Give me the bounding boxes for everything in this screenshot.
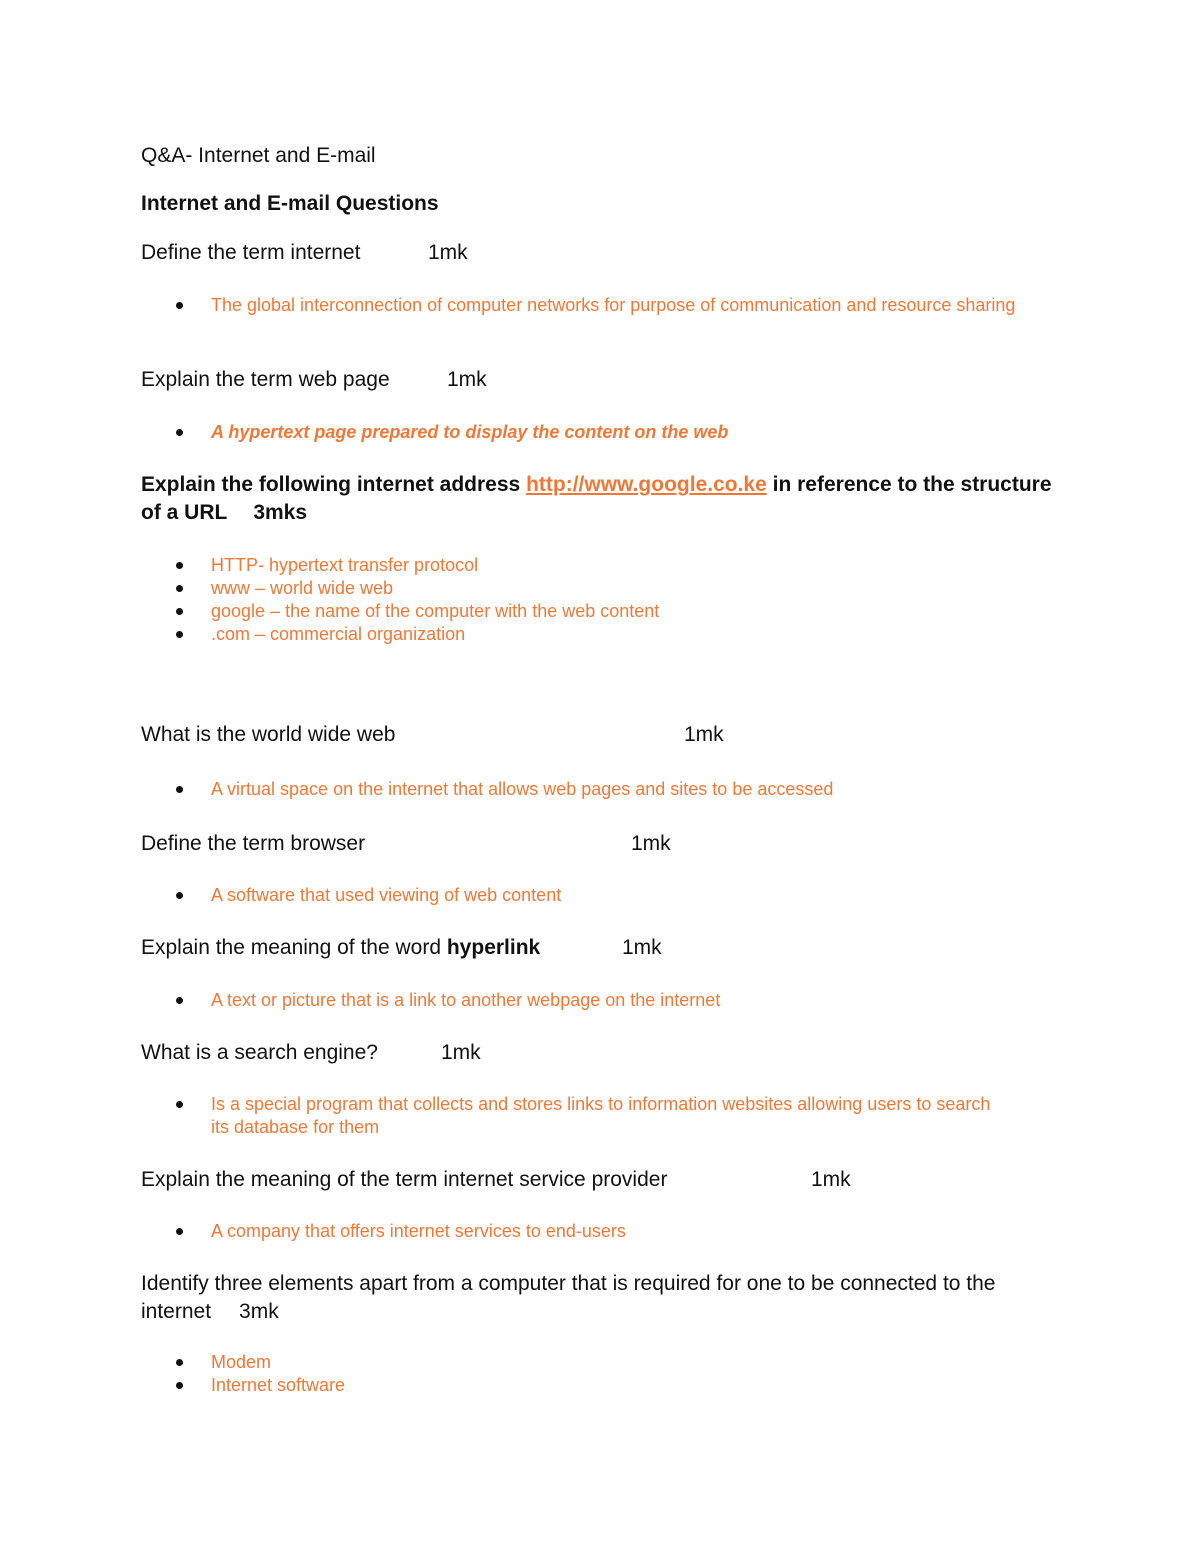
- marks-label: 3mk: [239, 1300, 279, 1323]
- answer-list-7: [211, 1093, 1011, 1139]
- question-text: What is the world wide web: [141, 723, 396, 746]
- question-text: Explain the following internet address: [141, 473, 527, 496]
- marks-label: 1mk: [428, 241, 468, 264]
- question-7: [141, 1039, 1061, 1067]
- answer-item: A text or picture that is a link to another webpage on the internet: [211, 989, 1051, 1012]
- answer-list-6: [211, 989, 1051, 1012]
- question-text: Explain the term web page: [141, 368, 390, 391]
- question-1: [141, 239, 1061, 267]
- answer-item: Is a special program that collects and stores links to information websites allowing users to search its database for them: [211, 1093, 1011, 1139]
- question-text: Define the term browser: [141, 832, 366, 855]
- question-text: Define the term internet: [141, 241, 361, 264]
- question-text-continued: in reference to the structure of a URL: [141, 473, 1052, 524]
- marks-label: 3mks: [253, 501, 308, 524]
- answer-item: A company that offers internet services to end-users: [211, 1220, 1051, 1243]
- url-link[interactable]: http://www.google.co.ke: [526, 473, 767, 496]
- answer-item: HTTP- hypertext transfer protocol: [211, 554, 1051, 577]
- answer-list-5: [211, 884, 1051, 907]
- answer-list-2: [211, 421, 1051, 444]
- question-9: [141, 1270, 1041, 1326]
- answer-item: google – the name of the computer with the web content: [211, 600, 1051, 623]
- answer-list-8: [211, 1220, 1051, 1243]
- answer-item: The global interconnection of computer networks for purpose of communication and resource sharing: [211, 294, 1051, 317]
- answer-list-3: [211, 554, 1051, 646]
- question-3: [141, 471, 1061, 527]
- answer-item: A virtual space on the internet that allows web pages and sites to be accessed: [211, 778, 1051, 801]
- question-text: Identify three elements apart from a computer that is required for one to be connected to the internet: [141, 1272, 996, 1323]
- section-heading: Internet and E-mail Questions: [141, 192, 439, 215]
- answer-list-1: [211, 294, 1051, 317]
- marks-label: 1mk: [441, 1041, 481, 1064]
- question-8: [141, 1166, 1061, 1194]
- marks-label: 1mk: [684, 723, 724, 746]
- question-text: What is a search engine?: [141, 1041, 378, 1064]
- answer-item: .com – commercial organization: [211, 623, 1051, 646]
- question-5: [141, 830, 1061, 858]
- answer-item: Internet software: [211, 1374, 1051, 1397]
- answer-item: A software that used viewing of web content: [211, 884, 1051, 907]
- answer-list-9: [211, 1351, 1051, 1397]
- question-bold-word: hyperlink: [446, 936, 541, 959]
- marks-label: 1mk: [622, 936, 662, 959]
- marks-label: 1mk: [447, 368, 487, 391]
- answer-list-4: [211, 778, 1051, 801]
- marks-label: 1mk: [631, 832, 671, 855]
- question-text: Explain the meaning of the word: [141, 936, 447, 959]
- answer-item: Modem: [211, 1351, 1051, 1374]
- marks-label: 1mk: [811, 1168, 851, 1191]
- question-4: [141, 721, 1061, 749]
- answer-item: www – world wide web: [211, 577, 1051, 600]
- document-title: Q&A- Internet and E-mail: [141, 144, 376, 167]
- answer-item: A hypertext page prepared to display the content on the web: [211, 421, 1051, 444]
- question-2: [141, 366, 1061, 394]
- question-6: [141, 934, 1061, 962]
- question-text: Explain the meaning of the term internet service provider: [141, 1168, 668, 1191]
